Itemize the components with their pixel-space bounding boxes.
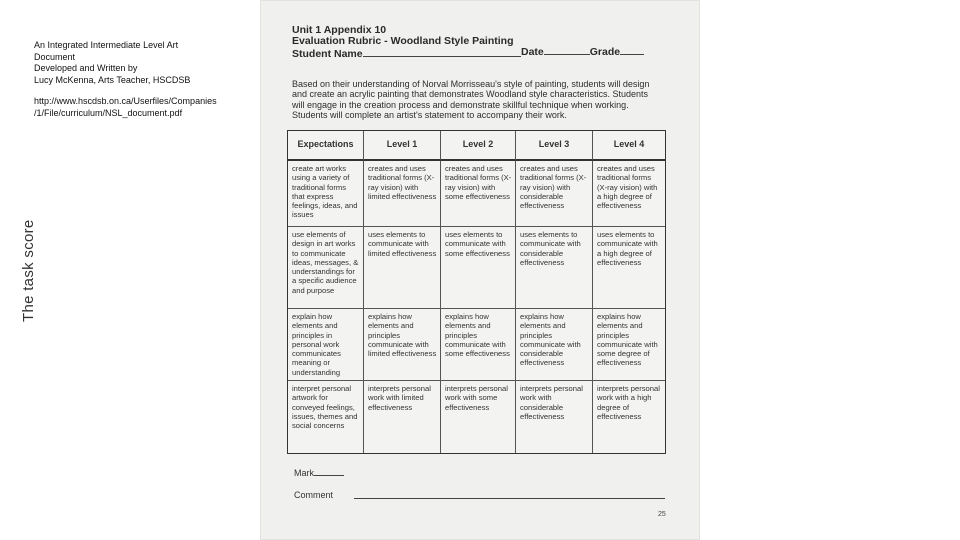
rubric-level-cell: interprets personal work with limited effectiveness <box>364 381 441 453</box>
rubric-header-cell: Level 1 <box>364 131 441 161</box>
scanned-rubric-page <box>260 0 700 540</box>
source-url-line: /1/File/curriculum/NSL_document.pdf <box>34 107 183 118</box>
rubric-level-cell: uses elements to communicate with limited effectiveness <box>364 227 441 309</box>
source-note-line: Document <box>34 51 76 62</box>
date-label: Date <box>521 46 544 58</box>
rubric-header-cell: Level 2 <box>441 131 516 161</box>
rubric-expectation-cell: use elements of design in art works to communicate ideas, messages, & understandings for a specific audience and purpose <box>288 227 364 309</box>
page-number: 25 <box>658 511 666 518</box>
rubric-level-cell: uses elements to communicate with considerable effectiveness <box>516 227 593 309</box>
mark-field <box>294 467 344 478</box>
rubric-level-cell: explains how elements and principles communicate with some effectiveness <box>441 309 516 381</box>
rubric-level-cell: uses elements to communicate with a high degree of effectiveness <box>593 227 665 309</box>
rubric-header-cell: Level 3 <box>516 131 593 161</box>
grade-label: Grade <box>589 46 621 58</box>
rubric-level-cell: uses elements to communicate with some effectiveness <box>441 227 516 309</box>
rubric-level-cell: interprets personal work with some effectiveness <box>441 381 516 453</box>
slide-title: The task score <box>20 219 37 322</box>
rubric-header-cell: Expectations <box>288 131 364 161</box>
source-note-line: Developed and Written by <box>34 63 138 73</box>
rubric-level-cell: explains how elements and principles communicate with some degree of effectiveness <box>593 309 665 381</box>
rubric-expectation-cell: interpret personal artwork for conveyed feelings, issues, themes and social concerns <box>288 381 364 453</box>
mark-label: Mark <box>294 468 314 478</box>
source-note <box>34 40 254 119</box>
date-line <box>544 45 590 55</box>
rubric-level-cell: interprets personal work with a high degree of effectiveness <box>597 384 660 421</box>
rubric-level-cell: creates and uses traditional forms (X-ray vision) with limited effectiveness <box>364 161 441 227</box>
rubric-level-cell: creates and uses traditional forms (X-ray vision) with a high degree of effectiveness <box>593 161 665 227</box>
rubric-level-cell: explains how elements and principles communicate with limited effectiveness <box>364 309 441 381</box>
grade-line <box>620 45 644 55</box>
document-header <box>292 25 521 60</box>
rubric-expectation-cell: explain how elements and principles in personal work communicates meaning or understanding <box>288 309 364 381</box>
task-description: Based on their understanding of Norval Morrisseau's style of painting, students will design and create an acrylic painting that demonstrates Woodland style characteristics. Students will engage in the creation process and demonstrate skillful technique when working. Students will complete an artist's statement to accompany their work. <box>292 79 650 121</box>
rubric-expectation-cell: create art works using a variety of traditional forms that express feelings, ideas, and issues <box>288 161 364 227</box>
source-url-line: http://www.hscdsb.on.ca/Userfiles/Companies <box>34 96 217 106</box>
rubric-table <box>287 130 666 454</box>
source-note-line: An Integrated Intermediate Level Art <box>34 40 179 50</box>
rubric-header-cell: Level 4 <box>593 131 665 161</box>
rubric-level-cell: creates and uses traditional forms (X-ray vision) with some effectiveness <box>441 161 516 227</box>
date-grade-fields <box>521 45 644 58</box>
rubric-level-cell: explains how elements and principles communicate with considerable effectiveness <box>516 309 593 381</box>
student-name-label: Student Name <box>292 48 363 60</box>
student-name-line <box>363 47 521 57</box>
comment-line <box>354 498 665 499</box>
mark-line <box>314 467 344 476</box>
source-note-line: Lucy McKenna, Arts Teacher, HSCDSB <box>34 74 191 85</box>
appendix-label: Unit 1 Appendix 10 <box>292 24 387 36</box>
rubric-title: Evaluation Rubric - Woodland Style Painting <box>292 35 514 47</box>
comment-label: Comment <box>294 490 334 500</box>
rubric-level-cell: interprets personal work with considerable effectiveness <box>516 381 593 453</box>
rubric-level-cell: creates and uses traditional forms (X-ray vision) with considerable effectiveness <box>516 161 593 227</box>
